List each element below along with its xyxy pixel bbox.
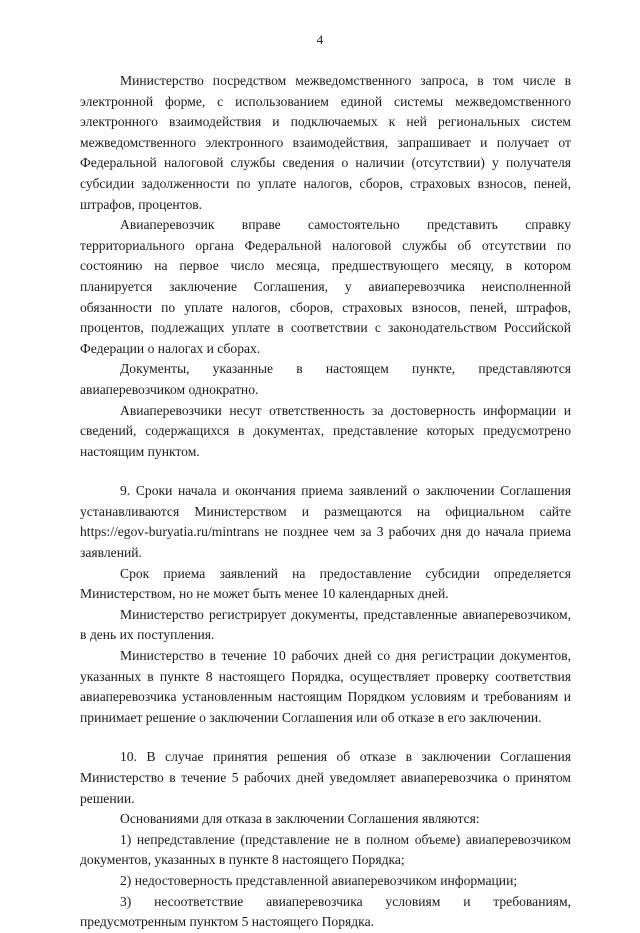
list-item: 2) недостоверность представленной авиаперевозчиком информации; <box>120 872 518 888</box>
paragraph: Министерство посредством межведомственного запроса, в том числе в электронной форме, с использованием единой системы межведомственного электронного взаимодействия и подключаемых к ней региональных систем межведомственного электронного взаимодействия, запрашивает и получает от Федеральной налоговой службы сведения о наличии (отсутствии) у получателя субсидии задолженности по уплате налогов, сборов, страховых взносов, пеней, штрафов, процентов. <box>80 73 571 212</box>
paragraph-section-10: 10. В случае принятия решения об отказе в заключении Соглашения Министерство в течение 5 рабочих дней уведомляет авиаперевозчика о принятом решении. <box>80 749 571 806</box>
list-item: 1) непредставление (представление не в полном объеме) авиаперевозчиком документов, указанных в пункте 8 настоящего Порядка; <box>80 831 571 868</box>
paragraph: Министерство в течение 10 рабочих дней со дня регистрации документов, указанных в пункте 8 настоящего Порядка, осуществляет проверку соответствия авиаперевозчика установленным настоящим Порядком условиям и требованиям и принимает решение о заключении Соглашения или об отказе в его заключении. <box>80 648 571 725</box>
paragraph: Авиаперевозчики несут ответственность за достоверность информации и сведений, содержащихся в документах, представление которых предусмотрено настоящим пунктом. <box>80 402 571 459</box>
paragraph: Авиаперевозчик вправе самостоятельно представить справку территориального органа Федеральной налоговой службы об отсутствии по состоянию на первое число месяца, предшествующего месяцу, в котором планируется заключение Соглашения, у авиаперевозчика неисполненной обязанности по уплате налогов, сборов, страховых взносов, пеней, штрафов, процентов, подлежащих уплате в соответствии с законодательством Российской Федерации о налогах и сборах. <box>80 217 571 356</box>
paragraph-section-9: 9. Сроки начала и окончания приема заявлений о заключении Соглашения устанавливаются Министерством и размещаются на официальном сайте https://egov-buryatia.ru/mintrans не позднее чем за 3 рабочих дня до начала приема заявлений. <box>80 483 571 561</box>
document-body <box>80 71 571 933</box>
page-number: 4 <box>316 32 324 47</box>
list-item: 3) несоответствие авиаперевозчика условиям и требованиям, предусмотренным пунктом 5 настоящего Порядка. <box>80 893 571 930</box>
paragraph: Документы, указанные в настоящем пункте, представляются авиаперевозчиком однократно. <box>80 361 571 397</box>
paragraph: Министерство регистрирует документы, представленные авиаперевозчиком, в день их поступления. <box>80 606 571 643</box>
paragraph: Основаниями для отказа в заключении Соглашения являются: <box>120 811 480 827</box>
paragraph: Срок приема заявлений на предоставление субсидии определяется Министерством, но не может быть менее 10 календарных дней. <box>80 565 571 602</box>
